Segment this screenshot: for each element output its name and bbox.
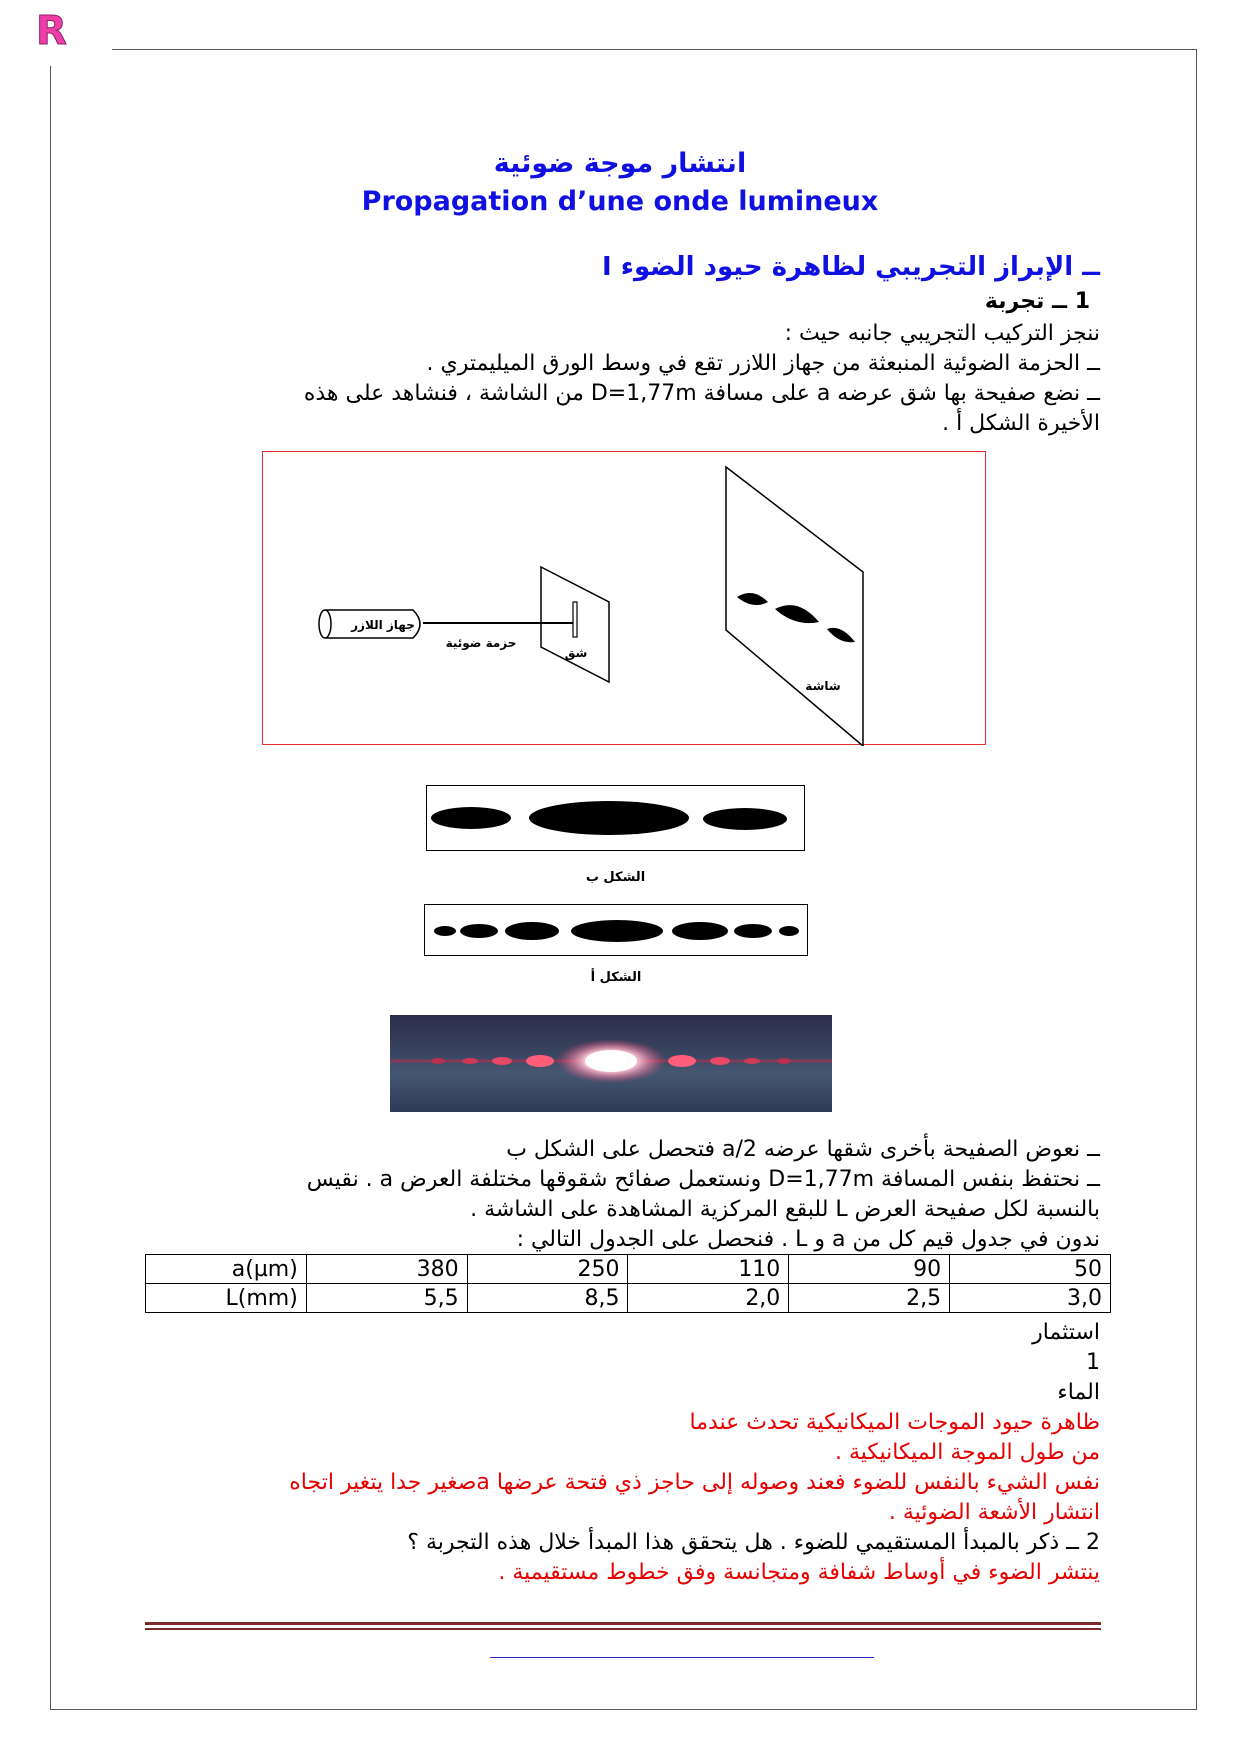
footer-rule bbox=[145, 1622, 1101, 1625]
answer-2: ينتشر الضوء في أوساط شفافة ومتجانسة وفق خطوط مستقيمية . bbox=[498, 1560, 1100, 1585]
setup-diagram bbox=[263, 452, 987, 746]
question-number: 1 bbox=[1086, 1350, 1100, 1375]
setup-figure bbox=[262, 451, 986, 745]
footer-rule bbox=[145, 1628, 1101, 1630]
fringe bbox=[734, 924, 772, 938]
question-2: 2 ــ ذكر بالمبدأ المستقيمي للضوء . هل يتحقق هذا المبدأ خلال هذه التجربة ؟ bbox=[407, 1530, 1100, 1555]
fringe bbox=[672, 922, 728, 940]
answer-line: نفس الشيء بالنفس للضوء فعند وصوله إلى حاجز ذي فتحة عرضها aصغير جدا يتغير اتجاه bbox=[289, 1470, 1100, 1495]
intro-line: ــ الحزمة الضوئية المنبعثة من جهاز اللازر تقع في وسط الورق الميليمتري . bbox=[426, 351, 1100, 376]
side-spot bbox=[462, 1058, 478, 1064]
slit bbox=[573, 602, 577, 637]
diffraction-photo bbox=[390, 1015, 832, 1112]
diffraction-spot bbox=[775, 605, 819, 623]
table-cell: 5,5 bbox=[306, 1284, 467, 1313]
figure-a-pattern bbox=[424, 904, 808, 956]
table-cell: 3,0 bbox=[950, 1284, 1111, 1313]
table-cell: 50 bbox=[950, 1255, 1111, 1284]
logo-r: R bbox=[36, 8, 67, 54]
page-title-arabic: انتشار موجة ضوئية bbox=[493, 148, 747, 179]
table-row bbox=[146, 1284, 1111, 1313]
page-title-french: Propagation d’une onde lumineux bbox=[361, 186, 879, 217]
table-cell: 380 bbox=[306, 1255, 467, 1284]
page-frame-top bbox=[112, 49, 1197, 50]
central-core bbox=[585, 1050, 637, 1072]
table-cell: L(mm) bbox=[146, 1284, 307, 1313]
fringe bbox=[779, 926, 799, 936]
laser-label: جهاز اللازر bbox=[351, 618, 415, 632]
text-line: ندون في جدول قيم كل من a و L . فنحصل على الجدول التالي : bbox=[516, 1227, 1100, 1252]
slit-label: شق bbox=[564, 646, 588, 660]
fringe bbox=[460, 924, 498, 938]
screen-label: شاشة bbox=[805, 679, 841, 693]
text-line: ــ نحتفظ بنفس المسافة D=1,77m ونستعمل صفائح شقوقها مختلفة العرض a . نقيس bbox=[306, 1167, 1100, 1192]
fringe bbox=[703, 808, 787, 830]
diffraction-spot bbox=[827, 628, 855, 642]
side-spot bbox=[526, 1055, 554, 1067]
intro-line: الأخيرة الشكل أ . bbox=[942, 411, 1100, 436]
fringe bbox=[505, 922, 559, 940]
figure-b-pattern bbox=[426, 785, 805, 851]
fringe bbox=[431, 807, 511, 829]
table-cell: 2,5 bbox=[789, 1284, 950, 1313]
measurements-table bbox=[145, 1254, 1111, 1313]
diffraction-spot bbox=[737, 593, 768, 605]
side-spot bbox=[744, 1058, 760, 1064]
section-heading: I ــ الإبراز التجريبي لظاهرة حيود الضوء bbox=[601, 252, 1100, 282]
answer-line: انتشار الأشعة الضوئية . bbox=[888, 1500, 1100, 1525]
table-row bbox=[146, 1255, 1111, 1284]
central-fringe bbox=[529, 801, 689, 835]
intro-line: ــ نضع صفيحة بها شق عرضه a على مسافة D=1,77m من الشاشة ، فنشاهد على هذه bbox=[303, 381, 1100, 406]
side-spot bbox=[431, 1058, 445, 1064]
table-cell: 250 bbox=[467, 1255, 628, 1284]
table-cell: a(µm) bbox=[146, 1255, 307, 1284]
answer-line: ظاهرة حيود الموجات الميكانيكية تحدث عندما bbox=[689, 1410, 1100, 1435]
table-cell: 8,5 bbox=[467, 1284, 628, 1313]
beam-label: حزمة ضوئية bbox=[445, 636, 517, 650]
page-frame-right bbox=[1196, 49, 1197, 1709]
intro-line: ننجز التركيب التجريبي جانبه حيث : bbox=[784, 321, 1100, 346]
side-spot bbox=[492, 1057, 512, 1065]
fringe bbox=[434, 926, 456, 936]
page-frame-bottom bbox=[50, 1709, 1197, 1710]
footer-link-line bbox=[490, 1657, 874, 1658]
exploitation-title: استثمار bbox=[1032, 1320, 1100, 1345]
question-text: الماء bbox=[1057, 1380, 1100, 1405]
table-cell: 2,0 bbox=[628, 1284, 789, 1313]
text-line: بالنسبة لكل صفيحة العرض L للبقع المركزية المشاهدة على الشاشة . bbox=[470, 1197, 1100, 1222]
side-spot bbox=[777, 1058, 791, 1064]
answer-line: من طول الموجة الميكانيكية . bbox=[834, 1440, 1100, 1465]
page-frame-left bbox=[50, 66, 51, 1709]
side-spot bbox=[710, 1057, 730, 1065]
subsection-heading: 1 ــ تجربة bbox=[984, 289, 1090, 314]
figure-a-caption: الشكل أ bbox=[590, 970, 642, 985]
central-fringe bbox=[571, 920, 663, 942]
table-cell: 90 bbox=[789, 1255, 950, 1284]
side-spot bbox=[668, 1055, 696, 1067]
table-cell: 110 bbox=[628, 1255, 789, 1284]
figure-b-caption: الشكل ب bbox=[585, 870, 646, 885]
text-line: ــ نعوض الصفيحة بأخرى شقها عرضه a/2 فتحصل على الشكل ب bbox=[506, 1137, 1100, 1162]
